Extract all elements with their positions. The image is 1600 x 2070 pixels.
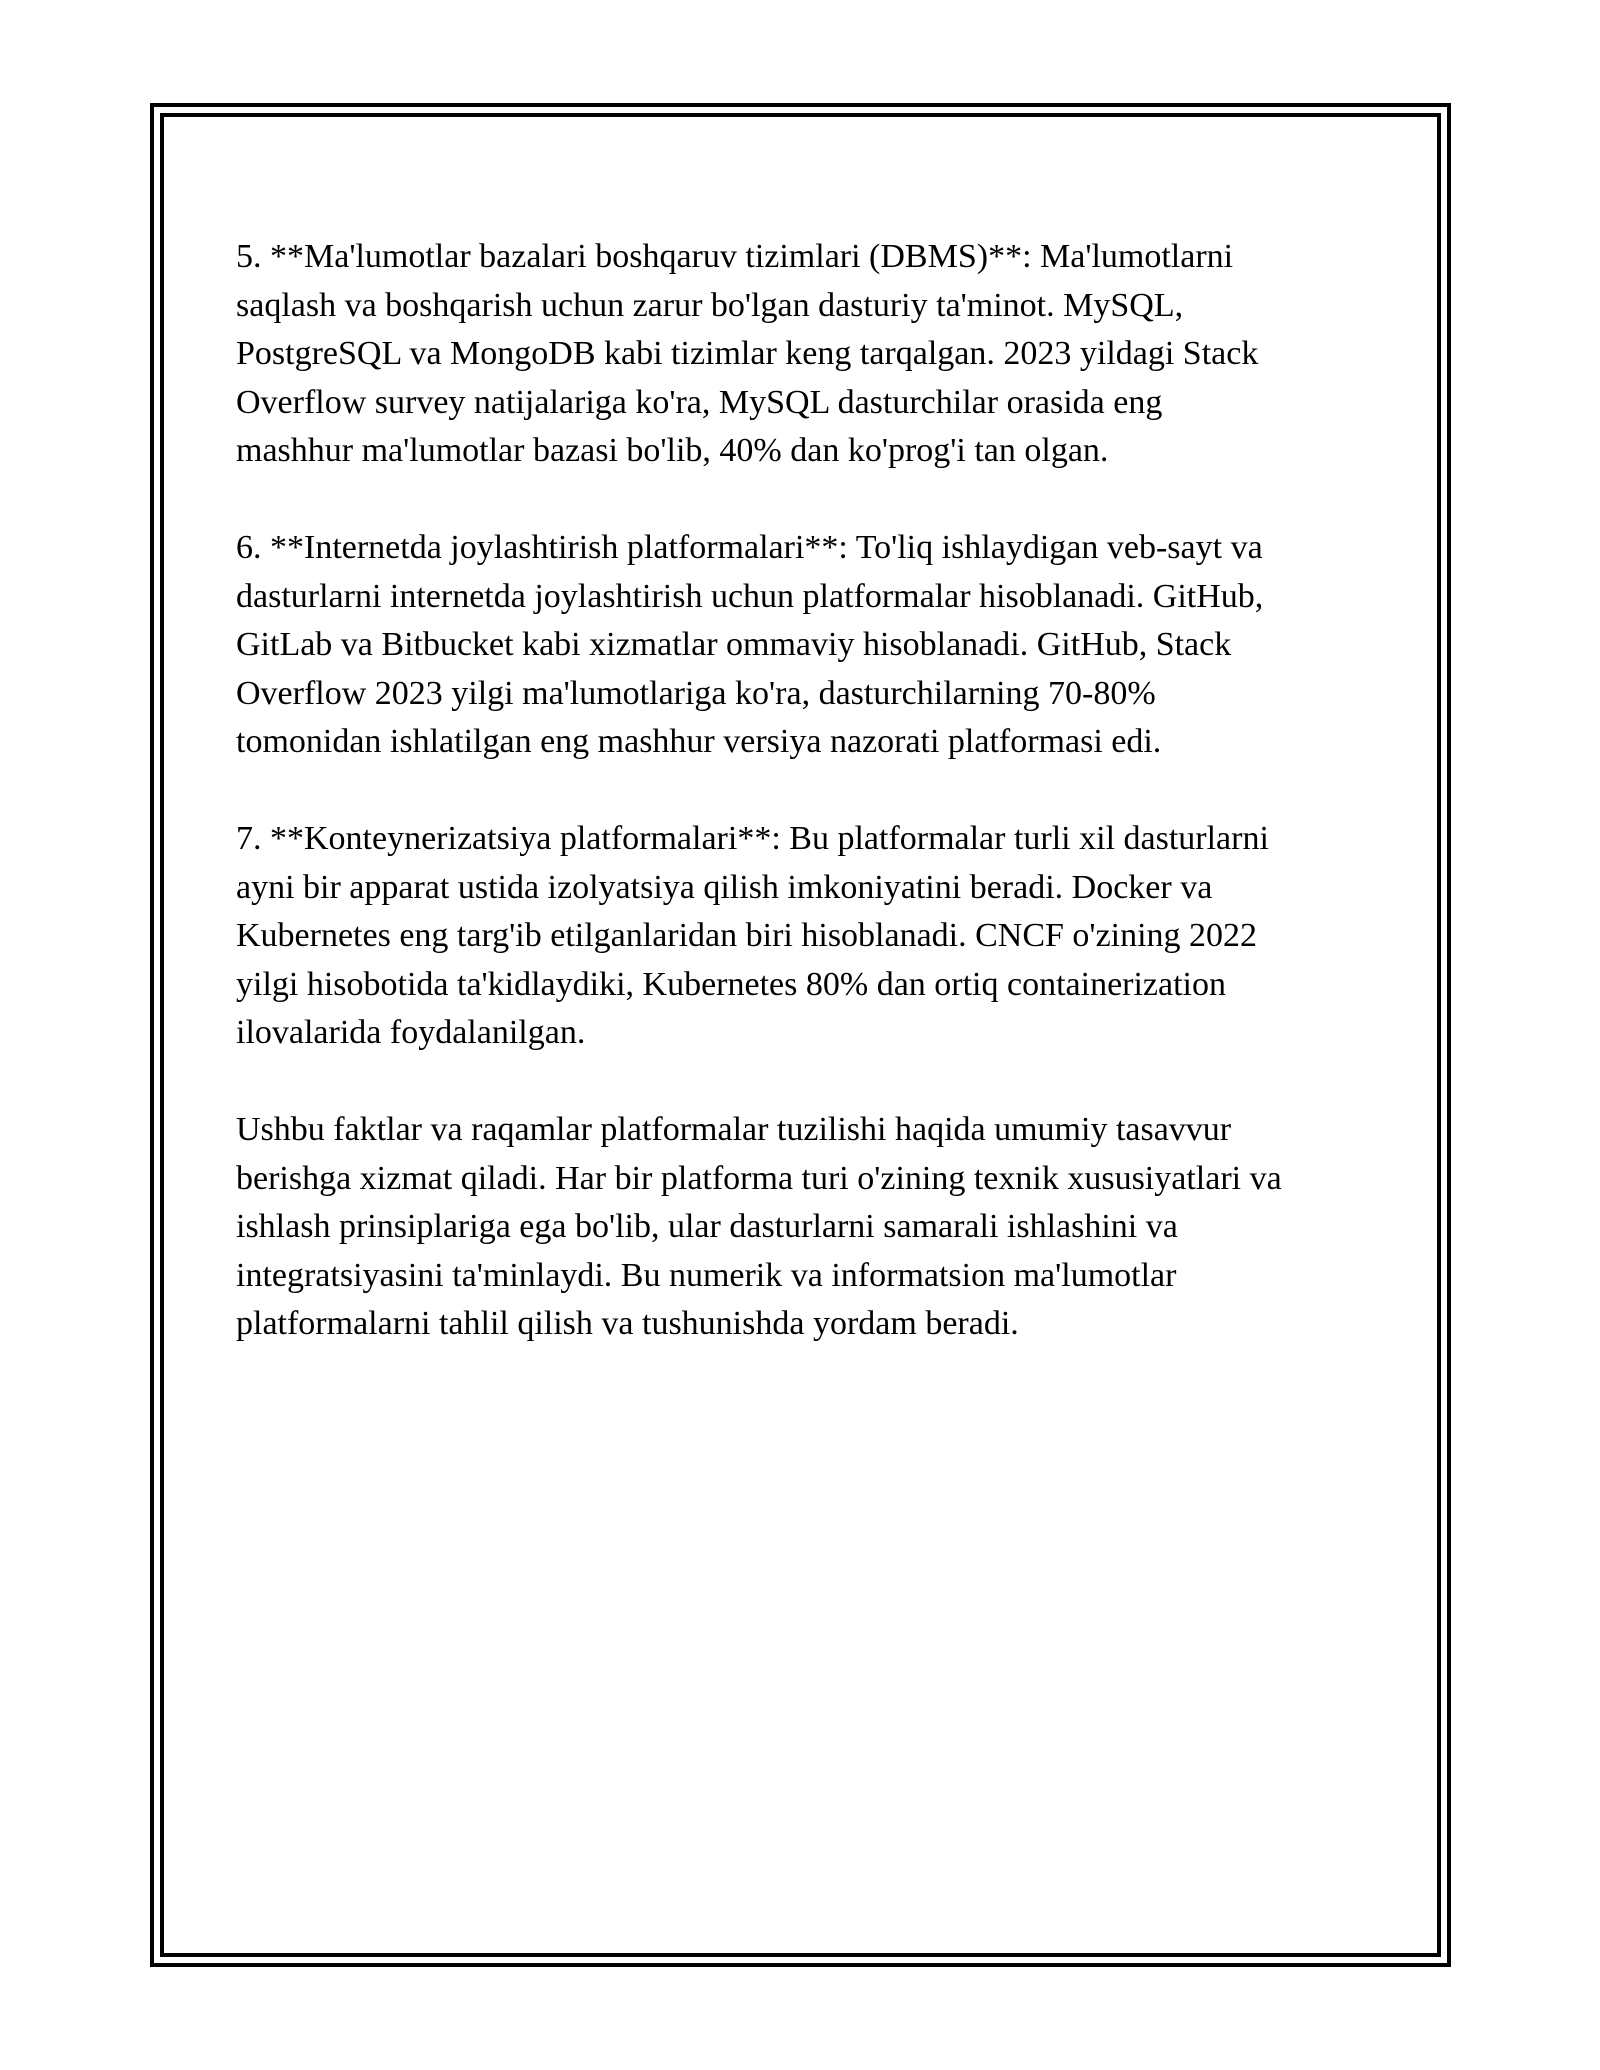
- paragraph-hosting: [236, 524, 1386, 767]
- text-line: dasturlarni internetda joylashtirish uchun platformalar hisoblanadi. GitHub,: [236, 577, 1264, 615]
- text-line: 7. **Konteynerizatsiya platformalari**: Bu platformalar turli xil dasturlarni: [236, 820, 1269, 857]
- text-line: 5. **Ma'lumotlar bazalari boshqaruv tizimlari (DBMS)**: Ma'lumotlarni: [236, 238, 1234, 275]
- text-line: ishlash prinsiplariga ega bo'lib, ular dasturlarni samarali ishlashini va: [236, 1208, 1178, 1245]
- paragraph-containers: [236, 815, 1386, 1058]
- paragraph-summary: [236, 1106, 1386, 1349]
- text-line: Ushbu faktlar va raqamlar platformalar tuzilishi haqida umumiy tasavvur: [236, 1111, 1232, 1148]
- text-line: Kubernetes eng targ'ib etilganlaridan biri hisoblanadi. CNCF o'zining 2022: [236, 917, 1258, 954]
- text-line: mashhur ma'lumotlar bazasi bo'lib, 40% dan ko'prog'i tan olgan.: [236, 432, 1109, 469]
- text-line: saqlash va boshqarish uchun zarur bo'lgan dasturiy ta'minot. MySQL,: [236, 286, 1184, 324]
- text-line: tomonidan ishlatilgan eng mashhur versiya nazorati platformasi edi.: [236, 723, 1162, 760]
- text-line: PostgreSQL va MongoDB kabi tizimlar keng tarqalgan. 2023 yildagi Stack: [236, 335, 1259, 372]
- text-line: yilgi hisobotida ta'kidlaydiki, Kubernetes 80% dan ortiq containerization: [236, 965, 1227, 1003]
- text-line: Overflow 2023 yilgi ma'lumotlariga ko'ra, dasturchilarning 70-80%: [236, 674, 1156, 712]
- text-line: 6. **Internetda joylashtirish platformalari**: To'liq ishlaydigan veb-sayt va: [236, 529, 1263, 566]
- text-line: platformalarni tahlil qilish va tushunishda yordam beradi.: [236, 1305, 1019, 1342]
- document-body: [236, 233, 1386, 1397]
- paragraph-dbms: [236, 233, 1386, 476]
- text-line: ayni bir apparat ustida izolyatsiya qilish imkoniyatini beradi. Docker va: [236, 868, 1213, 906]
- text-line: berishga xizmat qiladi. Har bir platforma turi o'zining texnik xususiyatlari va: [236, 1159, 1282, 1197]
- text-line: integratsiyasini ta'minlaydi. Bu numerik va informatsion ma'lumotlar: [236, 1256, 1177, 1294]
- text-line: Overflow survey natijalariga ko'ra, MySQL dasturchilar orasida eng: [236, 383, 1163, 421]
- text-line: GitLab va Bitbucket kabi xizmatlar ommaviy hisoblanadi. GitHub, Stack: [236, 626, 1232, 663]
- text-line: ilovalarida foydalanilgan.: [236, 1014, 586, 1051]
